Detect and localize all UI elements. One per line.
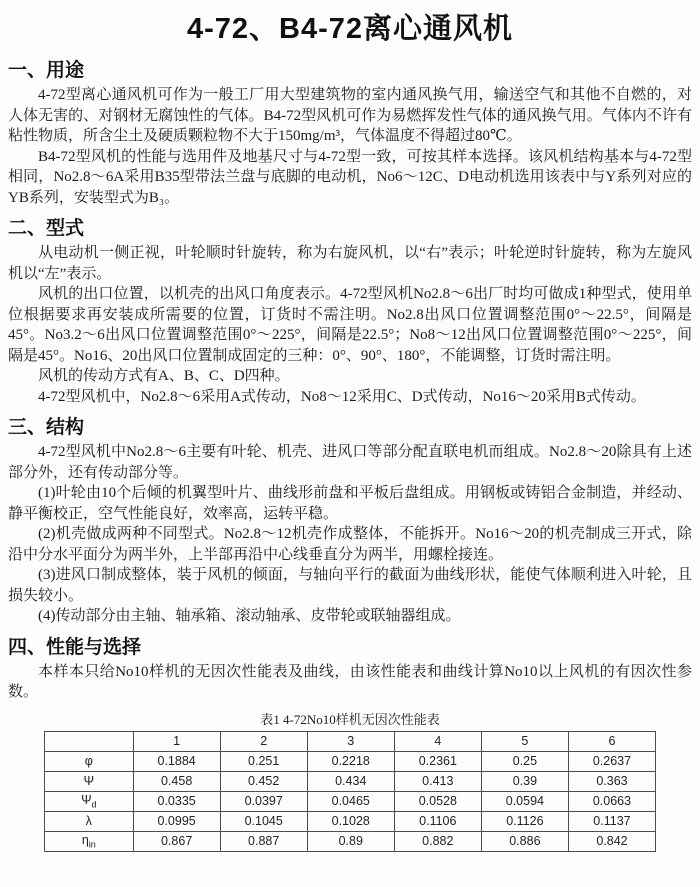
table-header-cell: 3 xyxy=(307,731,394,751)
paragraph: B4-72型风机的性能与选用件及地基尺寸与4-72型一致，可按其样本选择。该风机结构基本与4-72型相同，No2.8～6A采用B35型带法兰盘与底脚的电动机，No6～12C、D电动机选用该表中与Y系列对应的YB系列，安装型式为B₃。 xyxy=(8,148,692,206)
paragraph: (3)进风口制成整体，装于风机的倾面，与轴向平行的截面为曲线形状，能使气体顺利进入叶轮，且损失较小。 xyxy=(8,567,692,604)
paragraph: 4-72型离心通风机可作为一般工厂用大型建筑物的室内通风换气用，输送空气和其他不自燃的，对人体无害的、对钢材无腐蚀性的气体。B4-72型风机可作为易燃挥发性气体的通风换气用。气体内不许有粘性物质，所含尘土及硬质颗粒物不大于150mg/m³，气体温度不得超过80℃。 xyxy=(8,87,692,144)
value-cell: 0.0335 xyxy=(133,791,220,811)
value-cell: 0.887 xyxy=(220,831,307,851)
value-cell: 0.452 xyxy=(220,771,307,791)
table-header-row xyxy=(45,731,656,751)
table-header-cell: 6 xyxy=(568,731,655,751)
performance-table xyxy=(44,731,656,852)
paragraph: (2)机壳做成两种不同型式。No2.8～12机壳作成整体，不能拆开。No16～20的机壳制成三开式，除沿中分水平面分为两半外，上半部再沿中心线垂直分为两半，用螺栓接连。 xyxy=(8,526,692,563)
value-cell: 0.1028 xyxy=(307,811,394,831)
paragraph: 从电动机一侧正视，叶轮顺时针旋转，称为右旋风机，以“右”表示；叶轮逆时针旋转，称为左旋风机以“左”表示。 xyxy=(8,245,692,282)
value-cell: 0.1137 xyxy=(568,811,655,831)
row-label: $\eta_{in}$ xyxy=(45,831,134,851)
section-heading-performance: 四、性能与选择 xyxy=(8,636,142,658)
value-cell: 0.1106 xyxy=(394,811,481,831)
table-row xyxy=(45,811,656,831)
value-cell: 0.89 xyxy=(307,831,394,851)
paragraph: 风机的传动方式有A、B、C、D四种。 xyxy=(38,368,290,384)
paragraph: 本样本只给No10样机的无因次性能表及曲线，由该性能表和曲线计算No10以上风机的有因次性参数。 xyxy=(8,663,692,700)
row-label: Ψ xyxy=(45,771,134,791)
table-header-cell: 2 xyxy=(220,731,307,751)
section-heading-type: 二、型式 xyxy=(8,218,85,239)
value-cell: 0.1045 xyxy=(220,811,307,831)
row-label: $\Psi_d$ xyxy=(45,791,134,811)
paragraph: 4-72型风机中No2.8～6主要有叶轮、机壳、进风口等部分配直联电机而组成。No2.8～20除具有上述部分外，还有传动部分等。 xyxy=(8,444,692,481)
value-cell: 0.0594 xyxy=(481,791,568,811)
table-header-cell: 5 xyxy=(481,731,568,751)
value-cell: 0.0465 xyxy=(307,791,394,811)
value-cell: 0.251 xyxy=(220,751,307,771)
value-cell: 0.39 xyxy=(481,771,568,791)
value-cell: 0.434 xyxy=(307,771,394,791)
value-cell: 0.1884 xyxy=(133,751,220,771)
value-cell: 0.2637 xyxy=(568,751,655,771)
paragraph: 风机的出口位置，以机壳的出风口角度表示。4-72型风机No2.8～6出厂时均可做成1种型式，使用单位根据要求再安装成所需要的位置，订货时不需注明。No2.8出风口位置调整范围0°～22.5°，间隔是45°。No3.2～6出风口位置调整范围0°～225°，间隔是22.5°；No8～12出风口位置调整范围0°～225°，间隔是45°。No16、20出风口位置制成固定的三种：0°、90°、180°，不能调整，订货时需注明。 xyxy=(8,286,692,364)
table-header-cell xyxy=(45,731,134,751)
table-row xyxy=(45,771,656,791)
value-cell: 0.363 xyxy=(568,771,655,791)
section-heading-usage: 一、用途 xyxy=(8,60,85,81)
page-title: 4-72、B4-72离心通风机 xyxy=(186,13,514,45)
table-row xyxy=(45,751,656,771)
value-cell: 0.0528 xyxy=(394,791,481,811)
row-label: φ xyxy=(45,751,134,771)
paragraph: 4-72型风机中，No2.8～6采用A式传动，No8～12采用C、D式传动，No16～20采用B式传动。 xyxy=(38,388,646,405)
table-row xyxy=(45,791,656,811)
value-cell: 0.458 xyxy=(133,771,220,791)
value-cell: 0.867 xyxy=(133,831,220,851)
value-cell: 0.25 xyxy=(481,751,568,771)
paragraph: (4)传动部分由主轴、轴承箱、滚动轴承、皮带轮或联轴器组成。 xyxy=(38,608,461,624)
section-heading-structure: 三、结构 xyxy=(8,417,85,438)
value-cell: 0.0397 xyxy=(220,791,307,811)
value-cell: 0.882 xyxy=(394,831,481,851)
table-row xyxy=(45,831,656,851)
value-cell: 0.413 xyxy=(394,771,481,791)
paragraph: (1)叶轮由10个后倾的机翼型叶片、曲线形前盘和平板后盘组成。用钢板或铸铝合金制造，并经动、静平衡校正，空气性能良好，效率高，运转平稳。 xyxy=(8,485,692,522)
value-cell: 0.2218 xyxy=(307,751,394,771)
value-cell: 0.0995 xyxy=(133,811,220,831)
value-cell: 0.886 xyxy=(481,831,568,851)
value-cell: 0.0663 xyxy=(568,791,655,811)
value-cell: 0.842 xyxy=(568,831,655,851)
value-cell: 0.1126 xyxy=(481,811,568,831)
value-cell: 0.2361 xyxy=(394,751,481,771)
performance-table-body xyxy=(45,751,656,851)
table-header-cell: 4 xyxy=(394,731,481,751)
table-caption: 表1 4-72No10样机无因次性能表 xyxy=(260,711,440,727)
table-header-cell: 1 xyxy=(133,731,220,751)
row-label: λ xyxy=(45,811,134,831)
